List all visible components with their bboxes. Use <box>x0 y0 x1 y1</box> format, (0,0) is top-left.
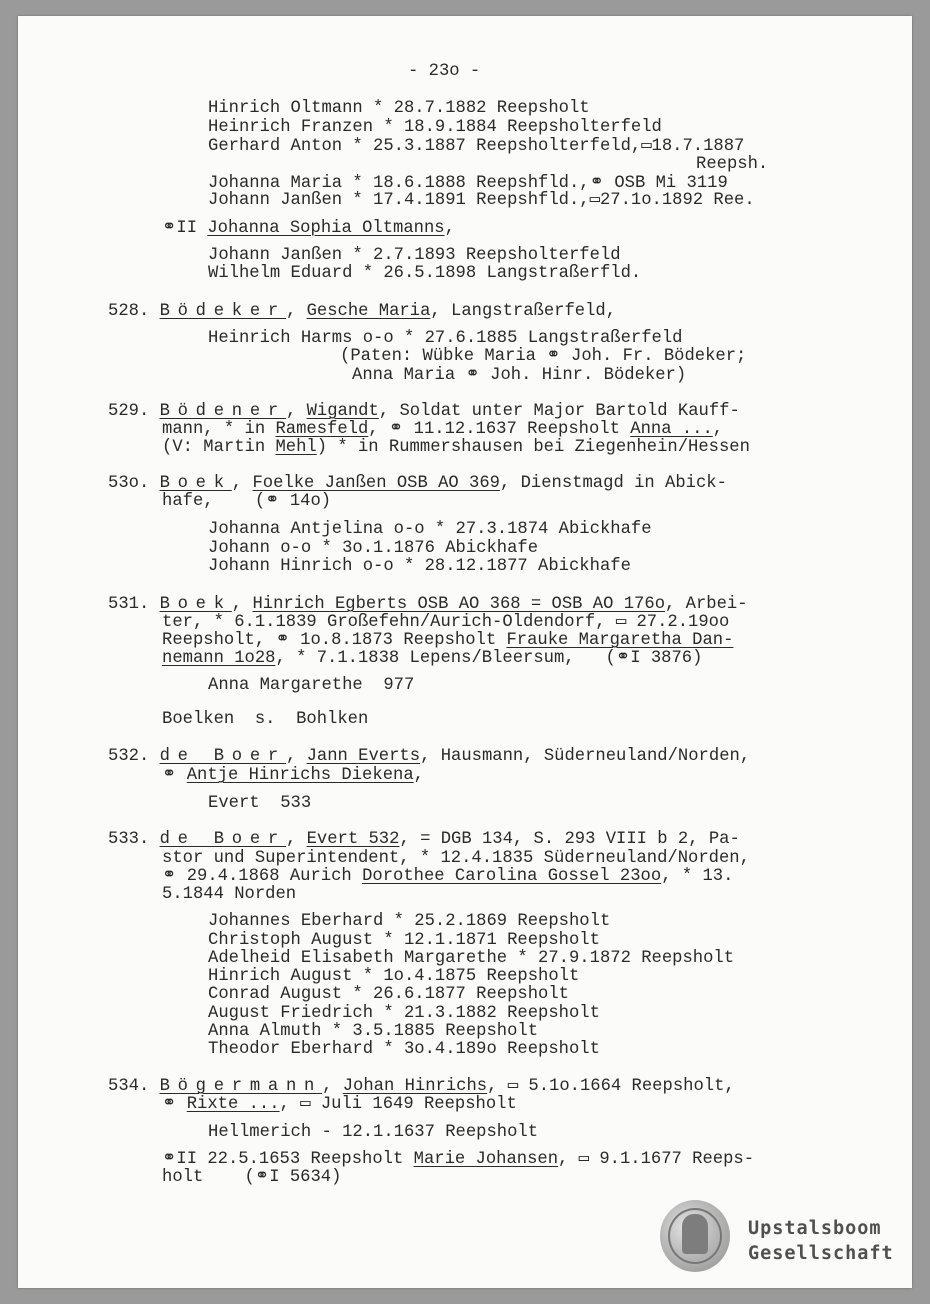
text-segment: Christoph August * 12.1.1871 Reepsholt <box>208 931 600 950</box>
text-segment: Hellmerich - 12.1.1637 Reepsholt <box>208 1123 539 1142</box>
text-segment: , <box>285 747 307 766</box>
text-segment: (Paten: Wübke Maria ⚭ Joh. Fr. Bödeker; <box>340 347 747 366</box>
underlined-name: de Boer <box>159 747 286 766</box>
text-segment: Johann Janßen * 2.7.1893 Reepsholterfeld <box>208 246 621 265</box>
text-line <box>162 493 331 511</box>
text-segment: , ⚭ 11.12.1637 Reepsholt <box>368 420 631 439</box>
text-line <box>108 303 616 321</box>
text-line <box>162 868 733 886</box>
text-segment: Johanna Antjelina o-o * 27.3.1874 Abickhafe <box>208 520 652 539</box>
text-segment: Adelheid Elisabeth Margarethe * 27.9.1872 Reepsholt <box>208 949 735 968</box>
text-segment: , <box>322 1077 343 1096</box>
text-segment: Conrad August * 26.6.1877 Reepsholt <box>208 985 569 1004</box>
underlined-name: Jann Everts <box>306 747 421 766</box>
text-segment: Gerhard Anton * 25.3.1887 Reepsholterfeld,▭18.7.1887 <box>208 137 745 156</box>
underlined-name: Gesche Maria <box>306 302 431 321</box>
text-segment: , Dienstmagd in Abick- <box>499 474 727 493</box>
text-segment: Wilhelm Eduard * 26.5.1898 Langstraßerfld. <box>208 264 642 283</box>
text-line <box>208 138 744 156</box>
text-segment: , <box>285 302 307 321</box>
text-line <box>208 1124 538 1142</box>
text-segment: ⚭II <box>162 219 208 238</box>
text-segment: , Arbei- <box>665 595 748 614</box>
underlined-name: Boek <box>159 474 232 493</box>
text-segment: Anna Almuth * 3.5.1885 Reepsholt <box>208 1022 539 1041</box>
text-segment: holt (⚭I 5634) <box>162 1168 342 1187</box>
text-segment: Johanna Maria * 18.6.1888 Reepshfld.,⚭ OSB Mi 3119 <box>208 174 728 193</box>
text-line <box>208 968 579 986</box>
text-segment: Reepsholt, ⚭ 1o.8.1873 Reepsholt <box>162 631 507 650</box>
text-line <box>208 521 652 539</box>
text-segment: August Friedrich * 21.3.1882 Reepsholt <box>208 1004 600 1023</box>
text-segment: ⚭ <box>162 1095 187 1114</box>
text-line <box>208 247 621 265</box>
text-segment: , <box>444 219 455 238</box>
text-line <box>696 156 768 174</box>
text-segment: 534. <box>108 1077 160 1096</box>
text-line <box>108 596 748 614</box>
text-segment: (V: Martin <box>162 438 276 457</box>
text-line <box>208 950 734 968</box>
text-line <box>162 1096 517 1114</box>
text-segment: 5.1844 Norden <box>162 885 297 904</box>
underlined-name: Hinrich Egberts OSB AO 368 = OSB AO 176o <box>252 595 666 614</box>
text-segment: ter, * 6.1.1839 Großefehn/Aurich-Oldendorf, ▭ 27.2.19oo <box>162 613 730 632</box>
text-segment: Hinrich Oltmann * 28.7.1882 Reepsholt <box>208 99 590 118</box>
text-line <box>162 220 455 238</box>
text-segment: Boelken s. Bohlken <box>162 710 369 729</box>
text-segment: mann, * in <box>162 420 276 439</box>
underlined-name: Rixte ... <box>186 1095 280 1114</box>
text-line <box>108 748 750 766</box>
text-segment: Heinrich Franzen * 18.9.1884 Reepsholterfeld <box>208 118 662 137</box>
underlined-name: Marie Johansen <box>413 1150 559 1169</box>
text-segment: 531. <box>108 595 160 614</box>
text-line <box>162 632 733 650</box>
text-line <box>162 767 424 785</box>
text-segment: 53o. <box>108 474 160 493</box>
text-segment: , Hausmann, Süderneuland/Norden, <box>420 747 751 766</box>
text-segment: , * 7.1.1838 Lepens/Bleersum, (⚭I 3876) <box>275 649 703 668</box>
society-seal-icon <box>660 1200 730 1272</box>
underlined-name: Boek <box>159 595 232 614</box>
text-segment: , Langstraßerfeld, <box>430 302 617 321</box>
text-line <box>208 986 569 1004</box>
underlined-name: Bögermann <box>159 1077 323 1096</box>
text-line <box>162 1169 341 1187</box>
underlined-name: Dorothee Carolina Gossel 23oo <box>362 867 662 886</box>
text-segment: Theodor Eberhard * 3o.4.189o Reepsholt <box>208 1040 600 1059</box>
text-segment: ⚭ 29.4.1868 Aurich <box>162 867 363 886</box>
text-line <box>208 558 631 576</box>
society-name-line2: Gesellschaft <box>748 1243 894 1264</box>
underlined-name: Mehl <box>275 438 317 457</box>
text-line <box>108 1078 735 1096</box>
text-line <box>162 1151 754 1169</box>
text-segment: , ▭ 5.1o.1664 Reepsholt, <box>487 1077 735 1096</box>
text-line <box>208 265 641 283</box>
underlined-name: Foelke Janßen OSB AO 369 <box>252 474 500 493</box>
page-number: - 23o - <box>408 62 481 81</box>
text-segment: 532. <box>108 747 160 766</box>
text-segment: Anna Maria ⚭ Joh. Hinr. Bödeker) <box>352 366 687 385</box>
text-line <box>340 348 746 366</box>
text-line <box>108 475 727 493</box>
text-line <box>162 614 729 632</box>
text-line <box>108 403 740 421</box>
society-name-line1: Upstalsboom <box>748 1218 882 1239</box>
text-segment: ) * in Rummershausen bei Ziegenhein/Hessen <box>316 438 750 457</box>
text-line <box>208 1023 538 1041</box>
text-line <box>208 677 414 695</box>
underlined-name: Bödener <box>159 402 286 421</box>
underlined-name: Bödeker <box>159 302 286 321</box>
text-segment: Johannes Eberhard * 25.2.1869 Reepsholt <box>208 912 611 931</box>
text-segment: , = DGB 134, S. 293 VIII b 2, Pa- <box>399 830 740 849</box>
underlined-name: Johanna Sophia Oltmanns <box>207 219 445 238</box>
text-line <box>162 886 296 904</box>
text-line <box>162 850 750 868</box>
text-line <box>208 913 610 931</box>
text-line <box>208 330 682 348</box>
text-line <box>208 100 590 118</box>
underlined-name: Wigandt <box>306 402 379 421</box>
text-segment: , Soldat unter Major Bartold Kauff- <box>378 402 740 421</box>
text-segment: , ▭ 9.1.1677 Reeps- <box>558 1150 755 1169</box>
underlined-name: Anna ... <box>630 420 713 439</box>
underlined-name: Ramesfeld <box>275 420 369 439</box>
text-segment: , <box>285 402 307 421</box>
text-segment: , <box>413 766 424 785</box>
underlined-name: Frauke Margaretha Dan- <box>506 631 734 650</box>
text-line <box>208 192 755 210</box>
text-line <box>162 439 750 457</box>
text-segment: , <box>231 474 253 493</box>
underlined-name: Antje Hinrichs Diekena <box>186 766 414 785</box>
text-segment: , <box>712 420 724 439</box>
text-line <box>208 932 600 950</box>
underlined-name: Johan Hinrichs <box>342 1077 488 1096</box>
text-segment: 529. <box>108 402 160 421</box>
text-segment: Johann Janßen * 17.4.1891 Reepshfld.,▭27.1o.1892 Ree. <box>208 191 755 210</box>
underlined-name: Evert 532 <box>306 830 400 849</box>
text-line <box>208 1005 600 1023</box>
text-segment: stor und Superintendent, * 12.4.1835 Süderneuland/Norden, <box>162 849 750 868</box>
text-line <box>352 367 686 385</box>
text-segment: 528. <box>108 302 160 321</box>
text-segment: Johann Hinrich o-o * 28.12.1877 Abickhafe <box>208 557 631 576</box>
text-segment: ⚭II 22.5.1653 Reepsholt <box>162 1150 414 1169</box>
text-line <box>162 421 723 439</box>
text-line <box>208 540 538 558</box>
text-segment: Anna Margarethe 977 <box>208 676 415 695</box>
text-segment: , <box>285 830 307 849</box>
underlined-name: de Boer <box>159 830 286 849</box>
text-segment: 533. <box>108 830 160 849</box>
text-segment: , <box>231 595 253 614</box>
text-segment: hafe, (⚭ 14o) <box>162 492 332 511</box>
text-segment: ⚭ <box>162 766 187 785</box>
text-line <box>208 119 662 137</box>
text-segment: Heinrich Harms o-o * 27.6.1885 Langstraßerfeld <box>208 329 683 348</box>
text-line <box>108 831 740 849</box>
text-line <box>208 795 311 813</box>
text-segment: , * 13. <box>661 867 734 886</box>
text-segment: Johann o-o * 3o.1.1876 Abickhafe <box>208 539 539 558</box>
text-segment: Evert 533 <box>208 794 312 813</box>
text-line <box>162 650 702 668</box>
text-segment: Hinrich August * 1o.4.1875 Reepsholt <box>208 967 580 986</box>
text-line <box>208 1041 600 1059</box>
text-segment: , ▭ Juli 1649 Reepsholt <box>279 1095 517 1114</box>
underlined-name: nemann 1o28 <box>162 649 276 668</box>
text-segment: Reepsh. <box>696 155 769 174</box>
text-line <box>162 711 368 729</box>
